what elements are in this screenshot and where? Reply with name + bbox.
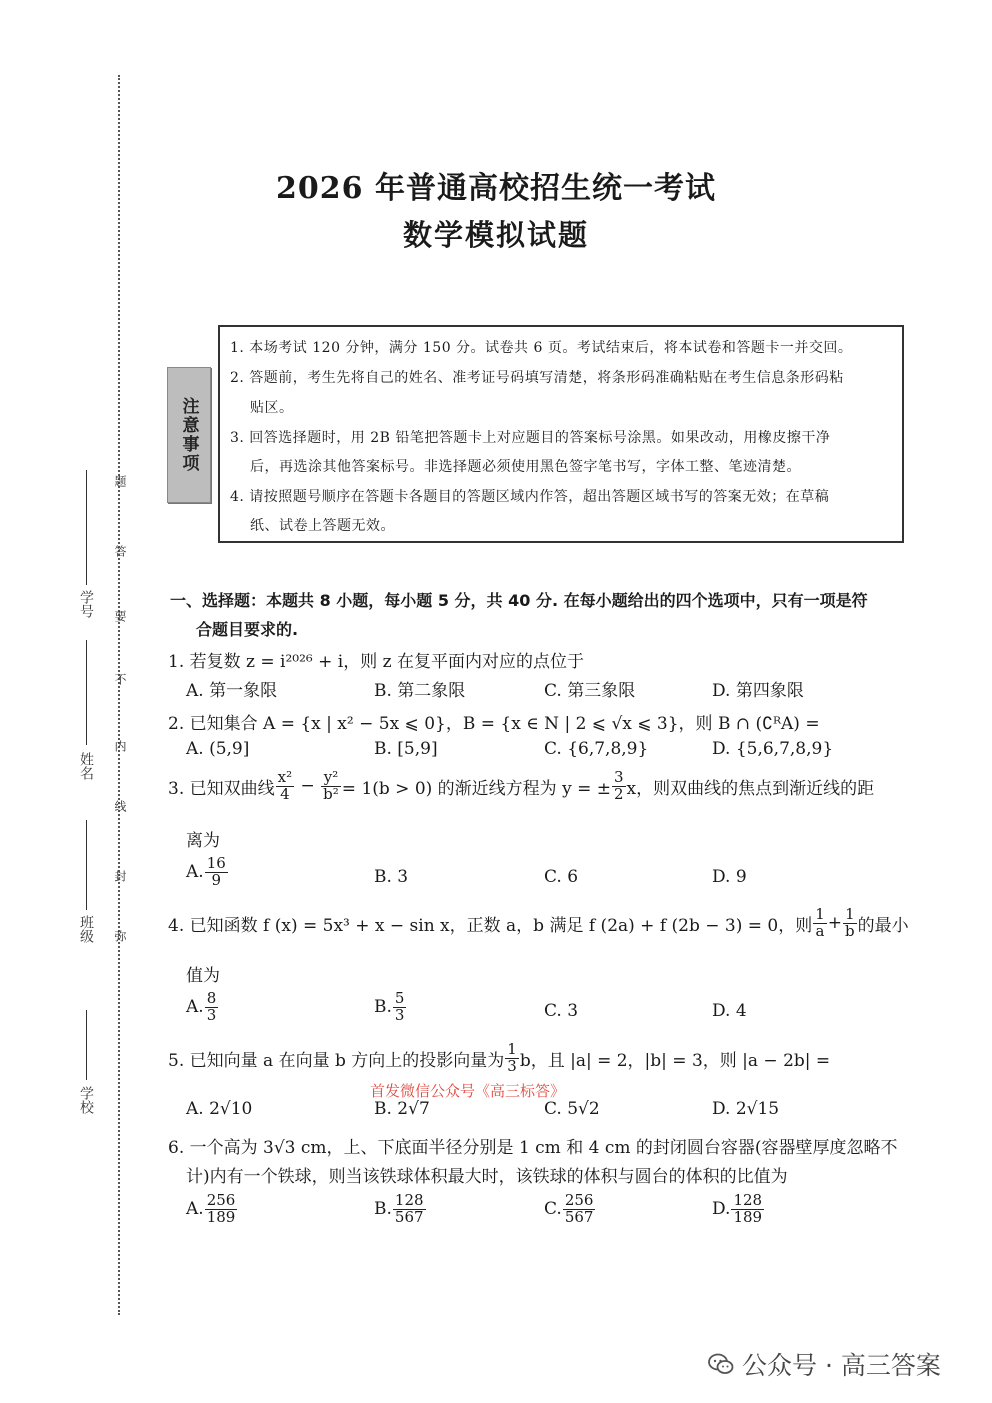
- q6-option-d: [712, 1193, 765, 1226]
- denominator: 567: [564, 1207, 594, 1226]
- denominator: b: [845, 921, 855, 940]
- notice-line: 1. 本场考试 120 分钟，满分 150 分。试卷共 6 页。考试结束后，将本试卷和答题卡一并交回。: [230, 340, 853, 356]
- q4-stem-suffix: 的最小: [857, 915, 909, 936]
- exam-subtitle: 数学模拟试题: [402, 218, 589, 252]
- option-label: D.: [712, 1199, 731, 1220]
- fraction: [563, 1193, 596, 1226]
- school-label: 学校: [78, 1086, 94, 1114]
- q5-option-d: D. 2√15: [712, 1099, 780, 1119]
- numerator: 128: [733, 1191, 763, 1209]
- q1-option-c: C. 第三象限: [544, 681, 636, 701]
- seal-char: 弥: [113, 930, 127, 943]
- denominator: 2: [613, 784, 624, 803]
- q1-option-d: D. 第四象限: [712, 681, 804, 701]
- option-label: C.: [544, 1199, 562, 1220]
- section-heading-cont: 合题目要求的.: [196, 620, 299, 639]
- q5-option-c: C. 5√2: [544, 1099, 600, 1119]
- q2-option-c: C. {6,7,8,9}: [544, 739, 649, 759]
- question-4-stem-cont: 值为: [186, 966, 220, 986]
- fraction: [393, 991, 407, 1024]
- question-3-stem: 3. 已知双曲线 $\frac{\text{x²}}{4}$ − $\frac{\text{y²}}{\text{b²}}$ = 1(b > 0) 的渐近线方程为 y = ± $\frac{3}{2}$ x，则双曲线的焦点到渐近线的距: [168, 768, 875, 803]
- q3-option-c: C. 6: [544, 867, 579, 887]
- notice-line: 3. 回答选择题时，用 2B 铅笔把答题卡上对应题目的答案标号涂黑。如果改动，用橡皮擦干净: [230, 430, 831, 446]
- question-1-stem: 1. 若复数 z = i²⁰²⁶ + i，则 z 在复平面内对应的点位于: [168, 652, 584, 672]
- q2-option-d: D. {5,6,7,8,9}: [712, 739, 834, 759]
- notice-line: 纸、试卷上答题无效。: [250, 518, 395, 534]
- notice-tab: [167, 367, 211, 503]
- school-blank: [86, 1010, 87, 1080]
- footer-text: 公众号 · 高三答案: [742, 1351, 941, 1380]
- q4-option-a: [186, 991, 219, 1024]
- fraction: [505, 1042, 519, 1075]
- student-id-label: 学号: [78, 590, 94, 618]
- numerator: 128: [394, 1191, 424, 1209]
- q5-stem-suffix: b，且 |a| = 2，|b| = 3，则 |a − 2b| =: [519, 1050, 831, 1071]
- q6-option-a: [186, 1193, 238, 1226]
- numerator: 5: [394, 989, 405, 1007]
- fraction: [612, 770, 626, 803]
- q5-stem-prefix: 5. 已知向量 a 在向量 b 方向上的投影向量为: [168, 1050, 505, 1071]
- q3-stem-suffix: x，则双曲线的焦点到渐近线的距: [626, 778, 875, 799]
- seal-char: 封: [113, 870, 127, 883]
- denominator: 3: [206, 1005, 217, 1024]
- fraction: [321, 770, 341, 803]
- numerator: 1: [507, 1040, 517, 1058]
- fraction: [393, 1193, 426, 1226]
- seal-char: 要: [113, 610, 127, 623]
- seal-char: 内: [113, 740, 127, 753]
- notice-tab-label: 注意事项: [178, 397, 199, 473]
- numerator: x²: [277, 768, 293, 786]
- q2-option-b: B. [5,9]: [374, 739, 438, 759]
- wechat-icon: [708, 1353, 734, 1375]
- denominator: 3: [507, 1056, 517, 1075]
- numerator: y²: [321, 770, 341, 787]
- section-heading: 一、选择题：本题共 8 小题，每小题 5 分，共 40 分. 在每小题给出的四个选项中，只有一项是符: [170, 591, 868, 610]
- fraction: [205, 1193, 238, 1226]
- binding-dashed-line: [118, 75, 120, 1315]
- numerator: 1: [815, 905, 825, 923]
- q3-option-a: [186, 856, 229, 889]
- denominator: a: [815, 921, 825, 940]
- option-label: A.: [186, 1199, 204, 1220]
- denominator: 189: [733, 1207, 763, 1226]
- q5-option-a: A. 2√10: [186, 1099, 253, 1119]
- fraction: [276, 770, 294, 803]
- name-label: 姓名: [78, 752, 94, 780]
- q6-option-b: [374, 1193, 427, 1226]
- denominator: 3: [394, 1005, 405, 1024]
- denominator: b²: [323, 784, 339, 803]
- footer-account: [708, 1346, 941, 1382]
- notice-line: 后，再选涂其他答案标号。非选择题必须使用黑色签字笔书写，字体工整、笔迹清楚。: [250, 459, 801, 475]
- class-blank: [86, 820, 87, 910]
- notice-line: 贴区。: [250, 400, 294, 416]
- question-4-stem: 4. 已知函数 f (x) = 5x³ + x − sin x，正数 a，b 满足 f (2a) + f (2b − 3) = 0，则 $\frac{1}{a}$ + $\frac{1}{b}$ 的最小: [168, 905, 909, 940]
- seal-char: 不: [113, 673, 127, 686]
- q6-option-c: [544, 1193, 596, 1226]
- question-5-stem: [168, 1042, 830, 1075]
- class-label: 班级: [78, 915, 94, 943]
- watermark-text: 首发微信公众号《高三标答》: [370, 1082, 566, 1100]
- q4-option-c: C. 3: [544, 1001, 579, 1021]
- option-label: A.: [186, 862, 204, 883]
- numerator: 256: [564, 1191, 594, 1209]
- q2-option-a: A. (5,9]: [186, 739, 250, 759]
- question-2-stem: 2. 已知集合 A = {x | x² − 5x ⩽ 0}，B = {x ∈ N | 2 ⩽ √x ⩽ 3}，则 B ∩ (∁ᴿA) =: [168, 714, 820, 734]
- seal-char: 题: [113, 475, 127, 488]
- q3-option-b: B. 3: [374, 867, 409, 887]
- q1-option-b: B. 第二象限: [374, 681, 466, 701]
- q3-stem-mid: = 1(b > 0) 的渐近线方程为 y = ±: [341, 778, 611, 799]
- question-6-stem: 6. 一个高为 3√3 cm，上、下底面半径分别是 1 cm 和 4 cm 的封闭圆台容器(容器壁厚度忽略不: [168, 1138, 898, 1158]
- fraction: [731, 1193, 764, 1226]
- question-6-stem-cont: 计)内有一个铁球，则当该铁球体积最大时，该铁球的体积与圆台的体积的比值为: [186, 1167, 788, 1187]
- q4-stem-text: 4. 已知函数 f (x) = 5x³ + x − sin x，正数 a，b 满足 f (2a) + f (2b − 3) = 0，则: [168, 915, 813, 936]
- question-3-stem-cont: 离为: [186, 831, 220, 851]
- numerator: 3: [613, 768, 624, 786]
- notice-line: 4. 请按照题号顺序在答题卡各题目的答题区域内作答，超出答题区域书写的答案无效；在草稿: [230, 489, 830, 505]
- student-id-blank: [86, 470, 87, 585]
- seal-char: 线: [113, 800, 127, 813]
- option-label: B.: [374, 997, 392, 1018]
- fraction: [813, 907, 827, 940]
- q4-option-d: D. 4: [712, 1001, 747, 1021]
- numerator: 1: [843, 907, 857, 924]
- denominator: 9: [211, 870, 221, 889]
- name-blank: [86, 640, 87, 745]
- seal-char: 答: [113, 545, 127, 558]
- fraction: [205, 856, 228, 889]
- numerator: 256: [206, 1191, 236, 1209]
- denominator: 4: [280, 784, 290, 803]
- fraction: [205, 991, 219, 1024]
- option-label: B.: [374, 1199, 392, 1220]
- denominator: 189: [206, 1207, 236, 1226]
- notice-line: 2. 答题前，考生先将自己的姓名、准考证号码填写清楚，将条形码准确粘贴在考生信息条形码粘: [230, 370, 844, 386]
- q5-option-b: B. 2√7: [374, 1099, 430, 1119]
- numerator: 8: [206, 989, 217, 1007]
- denominator: 567: [394, 1207, 424, 1226]
- option-label: A.: [186, 997, 204, 1018]
- q3-stem-prefix: 3. 已知双曲线: [168, 778, 275, 799]
- q1-option-a: A. 第一象限: [186, 681, 278, 701]
- numerator: 16: [206, 854, 226, 872]
- q4-option-b: [374, 991, 407, 1024]
- exam-title: 2026 年普通高校招生统一考试: [276, 171, 716, 206]
- q3-option-d: D. 9: [712, 867, 747, 887]
- fraction: [843, 907, 857, 940]
